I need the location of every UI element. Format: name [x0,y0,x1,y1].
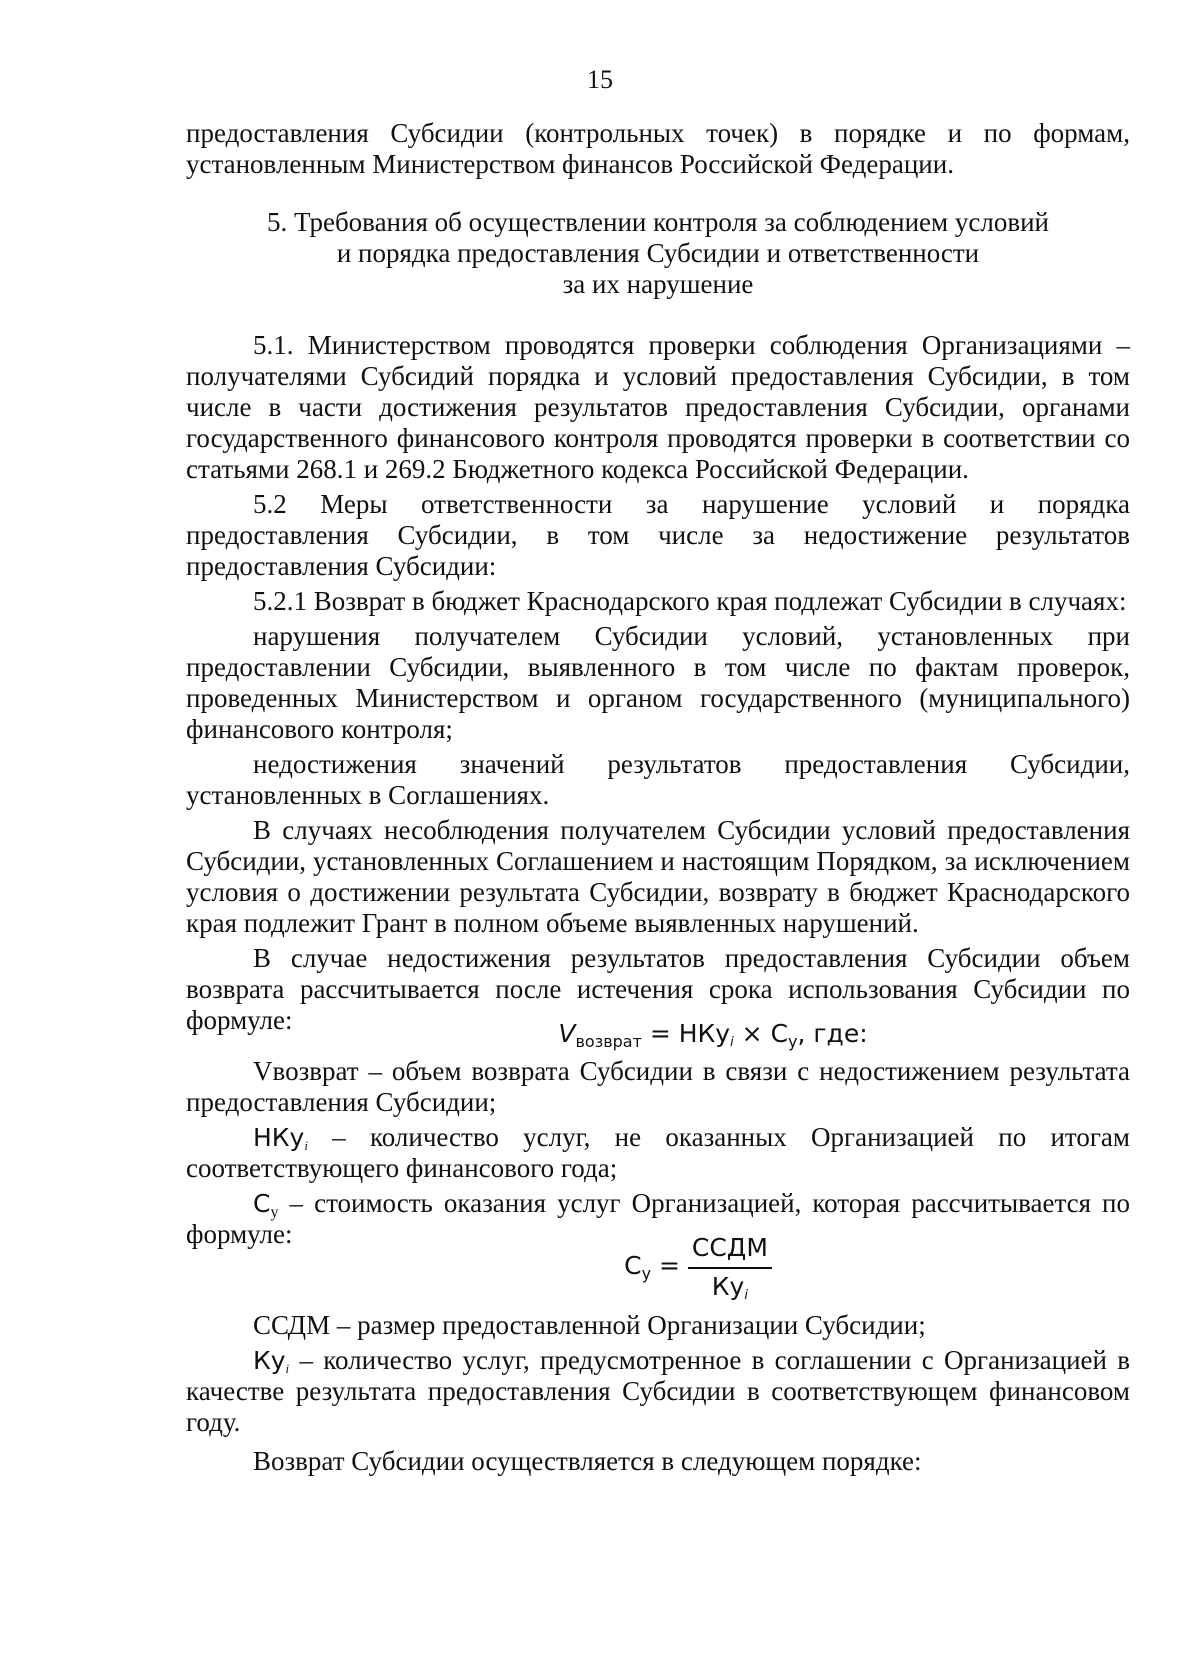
formula-v-subscript: возврат [575,1032,642,1051]
definition-nky [186,1122,1130,1184]
ky-index: i [285,1361,290,1376]
paragraph-calculation: В случае недостижения результатов предоставления Субсидии объем возврата рассчитывается после истечения срока использования Субсидии по формуле: [186,943,1130,1035]
cy-text: – стоимость оказания услуг Организацией, которая рассчитывается по формуле: [186,1188,1130,1249]
ky-text: – количество услуг, предусмотренное в соглашении с Организацией в качестве результата предоставления Субсидии в соответствующем финансовом году. [186,1345,1130,1437]
formula2-den-symbol: Ку [711,1272,745,1301]
nky-text: – количество услуг, не оказанных Организацией по итогам соответствующего финансового года; [186,1122,1130,1183]
heading-line-3: за их нарушение [562,269,754,299]
heading-line-1: 5. Требования об осуществлении контроля за соблюдением условий [267,207,1049,237]
definition-v-return: Vвозврат – объем возврата Субсидии в связи с недостижением результата предоставления Субсидии; [186,1056,1130,1117]
paragraph-intro: предоставления Субсидии (контрольных точек) в порядке и по формам, установленным Министерством финансов Российской Федерации. [186,118,1130,179]
formula2-fraction [688,1232,772,1302]
formula-eq-nky: = НКу [641,1019,731,1048]
heading-line-2: и порядка предоставления Субсидии и ответственности [336,238,980,268]
main-text [186,330,1130,1036]
formula2-equals: = [651,1251,688,1280]
definitions [186,1056,1130,1250]
formula-cy-subscript: у [788,1032,798,1051]
formula-unit-cost [186,1232,1130,1302]
formula-nky-index: i [730,1035,734,1050]
nky-index: i [304,1138,308,1153]
formula2-lhs: С [624,1251,642,1280]
ky-symbol: Ку [253,1346,286,1375]
page-number: 15 [587,65,613,94]
intro-paragraph [186,118,1130,180]
paragraph-last: Возврат Субсидии осуществляется в следующем порядке: [253,1446,922,1476]
paragraph-violation: нарушения получателем Субсидии условий, установленных при предоставлении Субсидии, выявленного в том числе по фактам проверок, проведенных Министерством и органом государственного (муниципального) финансового контроля; [186,621,1130,744]
formula2-den-index: i [744,1288,748,1303]
cy-symbol: С [253,1189,271,1218]
definition-ssdm: ССДМ – размер предоставленной Организации Субсидии; [253,1310,926,1340]
paragraph-5-2: 5.2 Меры ответственности за нарушение условий и порядка предоставления Субсидии, в том числе за недостижение результатов предоставления Субсидии: [186,489,1130,581]
formula2-numerator: ССДМ [688,1232,772,1269]
section-heading [186,207,1130,300]
formula-return-volume [186,1018,1130,1049]
formula2-denominator [688,1269,772,1302]
formula-tail: , где: [797,1019,868,1048]
formula-times-c: × С [733,1019,789,1048]
paragraph-noncompliance: В случаях несоблюдения получателем Субсидии условий предоставления Субсидии, установленных Соглашением и настоящим Порядком, за исключением условия о достижении результата Субсидии, возврату в бюджет Краснодарского края подлежит Грант в полном объеме выявленных нарушений. [186,815,1130,938]
definitions-2 [186,1310,1130,1477]
definition-ky [186,1345,1130,1438]
paragraph-5-1: 5.1. Министерством проводятся проверки соблюдения Организациями – получателями Субсидий порядка и условий предоставления Субсидии, в том числе в части достижения результатов предоставления Субсидии, органами государственного финансового контроля проводятся проверки в соответствии со статьями 268.1 и 269.2 Бюджетного кодекса Российской Федерации. [186,330,1130,484]
paragraph-5-2-1: 5.2.1 Возврат в бюджет Краснодарского края подлежат Субсидии в случаях: [253,586,1127,616]
nky-symbol: НКу [253,1123,305,1152]
cy-subscript: у [270,1204,279,1221]
formula-v-symbol: V [558,1019,576,1048]
formula2-lhs-subscript: у [641,1264,652,1283]
paragraph-nonachievement: недостижения значений результатов предоставления Субсидии, установленных в Соглашениях. [186,749,1130,810]
